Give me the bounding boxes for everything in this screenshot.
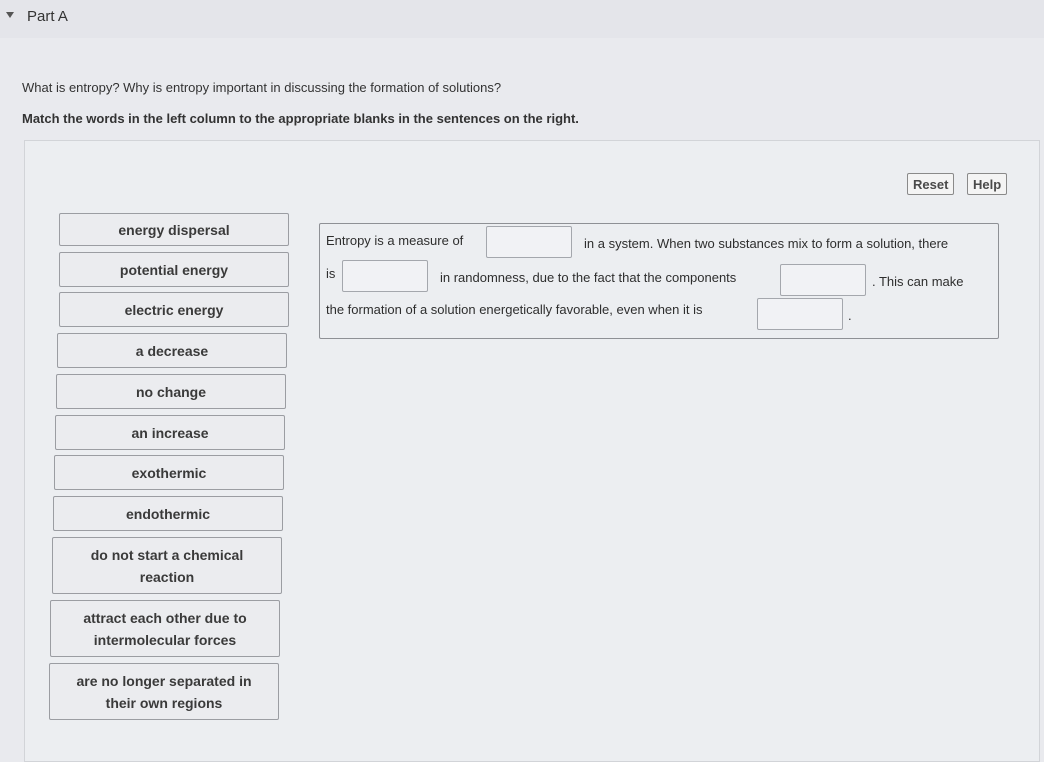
answer-tile[interactable] <box>50 600 280 657</box>
caret-down-icon[interactable] <box>6 12 14 18</box>
answer-tile[interactable]: exothermic <box>54 455 284 490</box>
answer-tile[interactable]: no change <box>56 374 286 409</box>
tile-label-line: reaction <box>139 568 195 585</box>
tile-label-line: their own regions <box>105 694 223 711</box>
sentence-text: . This can make <box>872 274 964 289</box>
sentence-text: Entropy is a measure of <box>326 233 464 248</box>
answer-tile[interactable]: energy dispersal <box>59 213 289 246</box>
answer-blank-2[interactable] <box>342 260 428 292</box>
tile-label-line: intermolecular forces <box>93 631 237 648</box>
part-title: Part A <box>27 8 68 25</box>
answer-blank-3[interactable] <box>780 264 866 296</box>
sentence-text: the formation of a solution energetically favorable, even when it is <box>326 302 703 317</box>
answer-tile[interactable]: an increase <box>55 415 285 450</box>
answer-tile[interactable]: potential energy <box>59 252 289 287</box>
sentence-text: is <box>326 266 336 281</box>
matching-workspace <box>24 140 1040 762</box>
tile-label-line: do not start a chemical <box>90 546 244 563</box>
answer-tile[interactable] <box>52 537 282 594</box>
tile-label-line: are no longer separated in <box>76 672 252 689</box>
sentence-box <box>319 223 999 339</box>
answer-tile[interactable] <box>49 663 279 720</box>
part-header[interactable] <box>0 0 1044 38</box>
help-button[interactable]: Help <box>967 173 1007 195</box>
sentence-text: . <box>848 308 852 323</box>
answer-tile[interactable]: endothermic <box>53 496 283 531</box>
question-text: What is entropy? Why is entropy important in discussing the formation of solutions? <box>22 80 502 95</box>
sentence-text: in a system. When two substances mix to form a solution, there <box>584 236 949 251</box>
answer-tile[interactable]: a decrease <box>57 333 287 368</box>
reset-button[interactable]: Reset <box>907 173 954 195</box>
sentence-text: in randomness, due to the fact that the components <box>440 270 737 285</box>
answer-tile[interactable]: electric energy <box>59 292 289 327</box>
answer-blank-4[interactable] <box>757 298 843 330</box>
instruction-text: Match the words in the left column to the appropriate blanks in the sentences on the right. <box>22 111 579 126</box>
tile-label-line: attract each other due to <box>83 609 247 626</box>
answer-blank-1[interactable] <box>486 226 572 258</box>
